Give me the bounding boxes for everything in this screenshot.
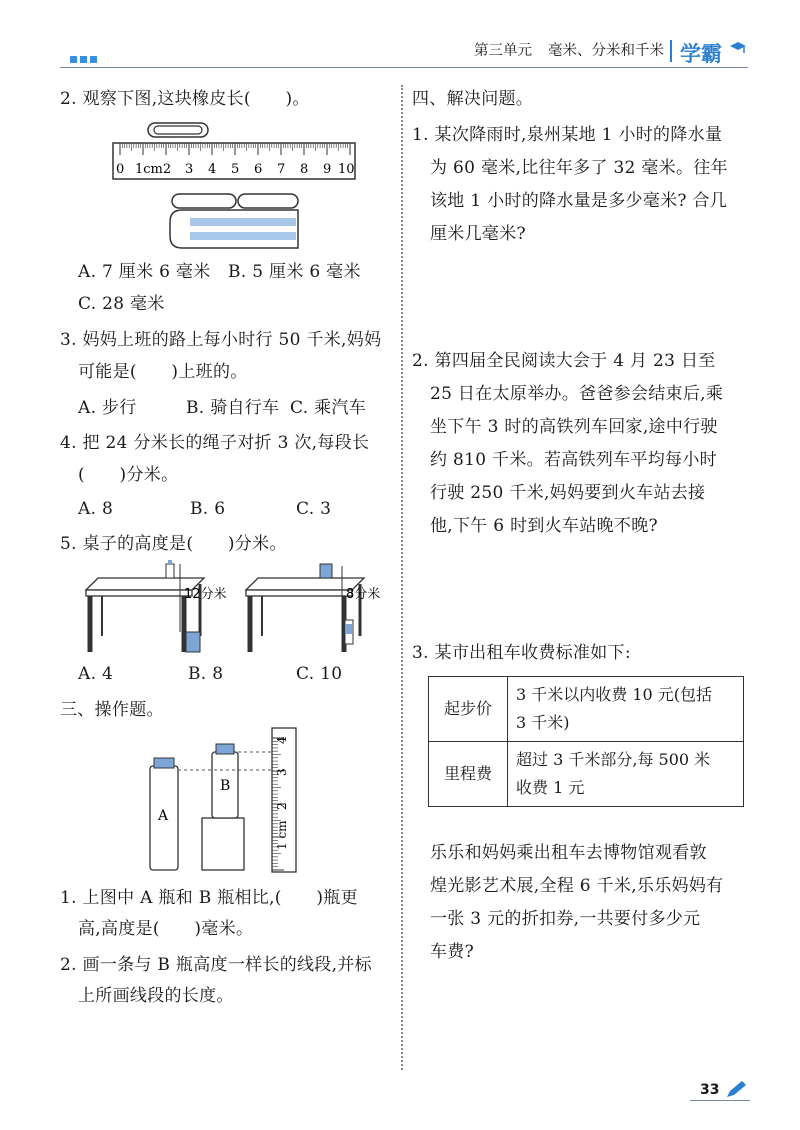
p2-line: 他,下午 6 时到火车站晚不晚? xyxy=(430,516,658,536)
q2-option-a: A. 7 厘米 6 毫米 xyxy=(78,262,211,282)
p2-line: 坐下午 3 时的高铁列车回家,途中行驶 xyxy=(430,417,718,437)
fare-value xyxy=(508,677,744,742)
column-divider xyxy=(401,85,403,1070)
p2-line: 25 日在太原举办。爸爸参会结束后,乘 xyxy=(430,384,724,404)
section4-title: 四、解决问题。 xyxy=(412,89,534,109)
q2-option-c: C. 28 毫米 xyxy=(78,294,165,314)
q2-text: 2. 观察下图,这块橡皮长( )。 xyxy=(60,89,310,109)
header-decor xyxy=(90,56,97,63)
fare-value-line: 3 千米以内收费 10 元(包括 xyxy=(516,685,713,704)
fare-key: 起步价 xyxy=(429,677,508,742)
ruler-label: 9 xyxy=(323,162,332,177)
p3-line: 一张 3 元的折扣券,一共要付多少元 xyxy=(430,909,701,929)
p3-line: 车费? xyxy=(430,942,475,962)
height-label-12: 12分米 xyxy=(184,587,227,602)
p1-line: 厘米几毫米? xyxy=(430,224,526,244)
q4-option-b: B. 6 xyxy=(190,499,226,519)
p1-line: 该地 1 小时的降水量是多少毫米? 合几 xyxy=(430,191,728,211)
ruler-label: 5 xyxy=(231,162,240,177)
p3-line: 煌光影艺术展,全程 6 千米,乐乐妈妈有 xyxy=(430,876,724,896)
q5-text: 5. 桌子的高度是( )分米。 xyxy=(60,534,287,554)
q3-option-a: A. 步行 xyxy=(78,398,137,418)
q3-text: 3. 妈妈上班的路上每小时行 50 千米,妈妈 xyxy=(60,330,382,350)
ruler-mark: 1 cm xyxy=(275,820,289,850)
header-rule xyxy=(60,67,748,68)
bottles-figure xyxy=(140,726,310,876)
p3-line: 乐乐和妈妈乘出租车去博物馆观看敦 xyxy=(430,843,707,863)
page-number: 33 xyxy=(700,1082,720,1098)
s3-q1-text-2: 高,高度是( )毫米。 xyxy=(78,919,254,939)
ruler-label: 6 xyxy=(254,162,263,177)
table-row xyxy=(429,677,744,742)
height-label-8: 8分米 xyxy=(346,587,381,602)
fare-value xyxy=(508,742,744,807)
q3-option-c: C. 乘汽车 xyxy=(290,398,367,418)
q4-text-2: ( )分米。 xyxy=(78,465,179,485)
tables-figure xyxy=(84,560,394,660)
q4-option-a: A. 8 xyxy=(78,499,114,519)
q5-option-b: B. 8 xyxy=(188,664,224,684)
q3-option-b: B. 骑自行车 xyxy=(186,398,280,418)
ruler-figure xyxy=(110,118,360,258)
header-decor xyxy=(70,56,77,63)
footer-rule xyxy=(690,1100,750,1101)
s3-q2-text-2: 上所画线段的长度。 xyxy=(78,986,234,1006)
ruler-mark: 4 xyxy=(275,736,289,744)
table-row xyxy=(429,742,744,807)
s3-q2-text: 2. 画一条与 B 瓶高度一样长的线段,并标 xyxy=(60,955,372,975)
ruler-label: 1cm2 xyxy=(135,162,172,177)
fare-value-line: 收费 1 元 xyxy=(516,778,585,797)
q3-text-2: 可能是( )上班的。 xyxy=(78,362,248,382)
ruler-label: 7 xyxy=(277,162,286,177)
pencil-icon xyxy=(724,1080,748,1100)
ruler-label: 4 xyxy=(208,162,217,177)
fare-value-line: 3 千米) xyxy=(516,713,570,732)
p2-line: 行驶 250 千米,妈妈要到火车站去接 xyxy=(430,483,706,503)
q2-option-b: B. 5 厘米 6 毫米 xyxy=(228,262,361,282)
ruler-label: 0 xyxy=(116,162,125,177)
q5-option-a: A. 4 xyxy=(78,664,114,684)
header-decor xyxy=(80,56,87,63)
bottle-a-label: A xyxy=(158,808,169,824)
s3-q1-text: 1. 上图中 A 瓶和 B 瓶相比,( )瓶更 xyxy=(60,888,358,908)
p1-line: 为 60 毫米,比往年多了 32 毫米。往年 xyxy=(430,158,728,178)
q4-text: 4. 把 24 分米长的绳子对折 3 次,每段长 xyxy=(60,433,370,453)
unit-title: 毫米、分米和千米 xyxy=(548,43,664,59)
fare-value-line: 超过 3 千米部分,每 500 米 xyxy=(516,750,711,769)
p2-line: 2. 第四届全民阅读大会于 4 月 23 日至 xyxy=(412,351,716,371)
ruler-mark: 2 xyxy=(275,802,289,810)
brand-logo: 学霸 xyxy=(680,42,722,66)
bottle-b-label: B xyxy=(220,778,231,794)
ruler-label: 3 xyxy=(185,162,194,177)
header-divider xyxy=(670,40,672,62)
fare-key: 里程费 xyxy=(429,742,508,807)
section3-title: 三、操作题。 xyxy=(60,700,164,720)
p1-line: 1. 某次降雨时,泉州某地 1 小时的降水量 xyxy=(412,125,723,145)
q4-option-c: C. 3 xyxy=(296,499,332,519)
ruler-label: 8 xyxy=(300,162,309,177)
p3-intro: 3. 某市出租车收费标准如下: xyxy=(412,643,631,663)
ruler-mark: 3 xyxy=(275,768,289,776)
p2-line: 约 810 千米。若高铁列车平均每小时 xyxy=(430,450,717,470)
unit-label: 第三单元 xyxy=(474,43,532,59)
q5-option-c: C. 10 xyxy=(296,664,343,684)
cap-icon xyxy=(728,38,748,58)
fare-table xyxy=(428,676,744,807)
ruler-label: 10 xyxy=(338,162,355,177)
